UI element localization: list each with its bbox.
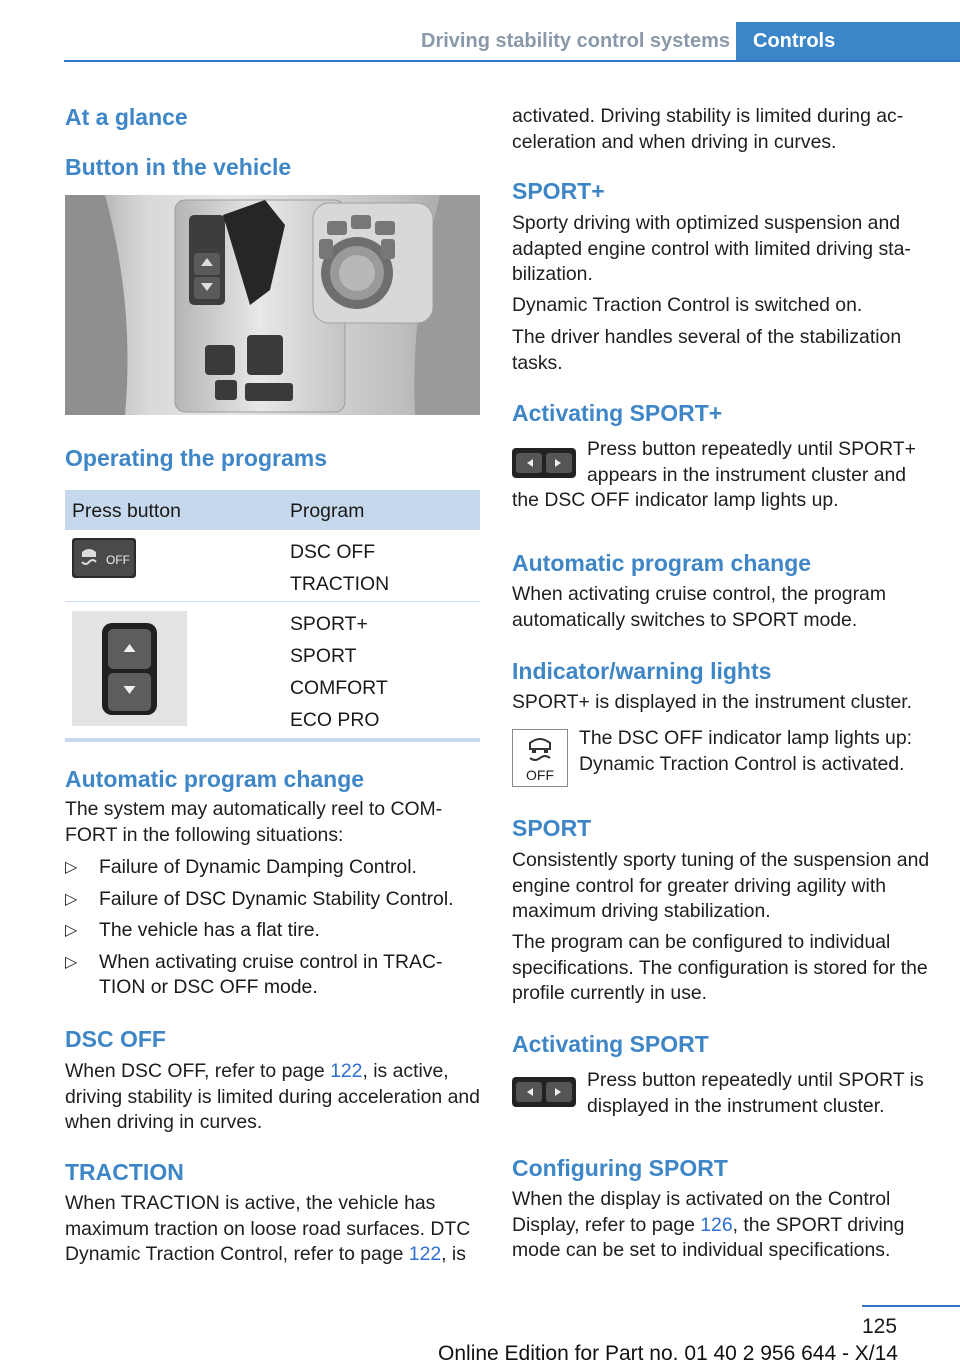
sport-plus-text-2: Dynamic Traction Control is switched on. <box>512 294 863 316</box>
heading-auto-program-change: Automatic program change <box>65 766 365 792</box>
programs-table <box>65 490 480 742</box>
sport-text-2: The program can be configured to individual specifications. The configuration is stored for the profile currently in use. <box>512 931 928 1004</box>
heading-sport: SPORT <box>512 815 592 841</box>
page-link-126[interactable]: 126 <box>700 1213 733 1236</box>
heading-configuring-sport: Configuring SPORT <box>512 1155 728 1181</box>
col-press-button: Press button <box>72 500 181 522</box>
center-console-photo <box>65 195 480 415</box>
program-sport: SPORT <box>290 645 357 667</box>
table-header <box>65 490 480 530</box>
list-item: ▷ When activating cruise control in TRAC-TION or DSC OFF mode. <box>65 950 443 998</box>
dsc-off-indicator-icon <box>512 729 568 787</box>
heading-at-a-glance: At a glance <box>65 104 188 130</box>
heading-operating-programs: Operating the programs <box>65 445 327 471</box>
triangle-bullet-icon: ▷ <box>65 890 78 908</box>
program-sport-plus: SPORT+ <box>290 613 368 635</box>
program-comfort: COMFORT <box>290 677 388 699</box>
list-item: ▷ Failure of Dynamic Damping Control. <box>65 855 480 881</box>
list-item: ▷ The vehicle has a flat tire. <box>65 918 480 944</box>
indicator-text-2: The DSC OFF indicator lamp lights up: Dynamic Traction Control is activated. <box>579 727 912 775</box>
dsc-off-icon-text: OFF <box>106 553 130 567</box>
situations-list <box>65 855 480 1007</box>
table-row <box>65 530 480 602</box>
header-chapter-tab[interactable]: Controls <box>736 22 960 62</box>
triangle-bullet-icon: ▷ <box>65 859 78 876</box>
configuring-sport-text: When the display is activated on the Control Display, refer to page 126, the SPORT driving mode can be set to individual specifications. <box>512 1188 905 1261</box>
page-link-122[interactable]: 122 <box>330 1060 363 1082</box>
sport-plus-text: Sporty driving with optimized suspension and adapted engine control with limited driving sta-bilization. <box>512 212 911 285</box>
heading-activating-sport: Activating SPORT <box>512 1031 709 1057</box>
traction-text: When TRACTION is active, the vehicle has maximum traction on loose road surfaces. DTC Dynamic Traction Control, refer to page 122, is <box>65 1192 471 1265</box>
edition-text: Online Edition for Part no. 01 40 2 956 644 - X/14 <box>438 1342 898 1365</box>
console-illustration <box>65 195 480 415</box>
sport-text: Consistently sporty tuning of the suspension and engine control for greater driving agility with maximum driving stabilization. <box>512 849 930 922</box>
page-number: 125 <box>862 1315 898 1338</box>
sport-plus-text-3: The driver handles several of the stabilization tasks. <box>512 326 902 374</box>
activating-sport-plus-text-2: the DSC OFF indicator lamp lights up. <box>512 489 839 511</box>
header-rule <box>64 60 960 62</box>
heading-traction: TRACTION <box>65 1159 184 1185</box>
driving-mode-switch-icon <box>512 448 576 478</box>
program-eco-pro: ECO PRO <box>290 709 380 731</box>
triangle-bullet-icon: ▷ <box>65 922 78 939</box>
auto-change-text: The system may automatically reel to COM-FORT in the following situations: <box>65 798 443 846</box>
heading-activating-sport-plus: Activating SPORT+ <box>512 400 723 426</box>
activating-sport-text: Press button repeatedly until SPORT is displayed in the instrument cluster. <box>587 1069 924 1117</box>
table-bottom-rule <box>65 738 480 742</box>
list-item: ▷ Failure of DSC Dynamic Stability Control. <box>65 887 480 913</box>
heading-auto-program-change-right: Automatic program change <box>512 550 812 576</box>
col-program: Program <box>290 500 365 522</box>
heading-button-in-vehicle: Button in the vehicle <box>65 154 292 180</box>
heading-indicator-lights: Indicator/warning lights <box>512 658 772 684</box>
driving-mode-switch-icon <box>512 1077 576 1107</box>
footer-rule <box>862 1305 960 1307</box>
indicator-text: SPORT+ is displayed in the instrument cluster. <box>512 691 913 713</box>
header-section-title: Driving stability control systems <box>421 30 730 52</box>
auto-change-right-text: When activating cruise control, the program automatically switches to SPORT mode. <box>512 583 886 631</box>
program-dsc-off: DSC OFF <box>290 541 376 563</box>
indicator-icon-text: OFF <box>526 767 554 783</box>
continued-text: activated. Driving stability is limited during ac-celeration and when driving in curves. <box>512 105 904 153</box>
dsc-off-button-icon <box>72 538 136 578</box>
heading-dsc-off: DSC OFF <box>65 1026 166 1052</box>
program-traction: TRACTION <box>290 573 390 595</box>
activating-sport-plus-text: Press button repeatedly until SPORT+ appears in the instrument cluster and <box>587 438 916 486</box>
row1-programs <box>290 536 389 600</box>
table-row <box>65 602 480 738</box>
heading-sport-plus: SPORT+ <box>512 178 605 204</box>
driving-mode-switch-icon <box>72 611 187 726</box>
triangle-bullet-icon: ▷ <box>65 953 78 971</box>
dsc-off-text: When DSC OFF, refer to page 122, is active, driving stability is limited during acceleration and when driving in curves. <box>65 1060 480 1133</box>
row2-programs <box>290 608 388 736</box>
page-link-122[interactable]: 122 <box>408 1243 442 1265</box>
